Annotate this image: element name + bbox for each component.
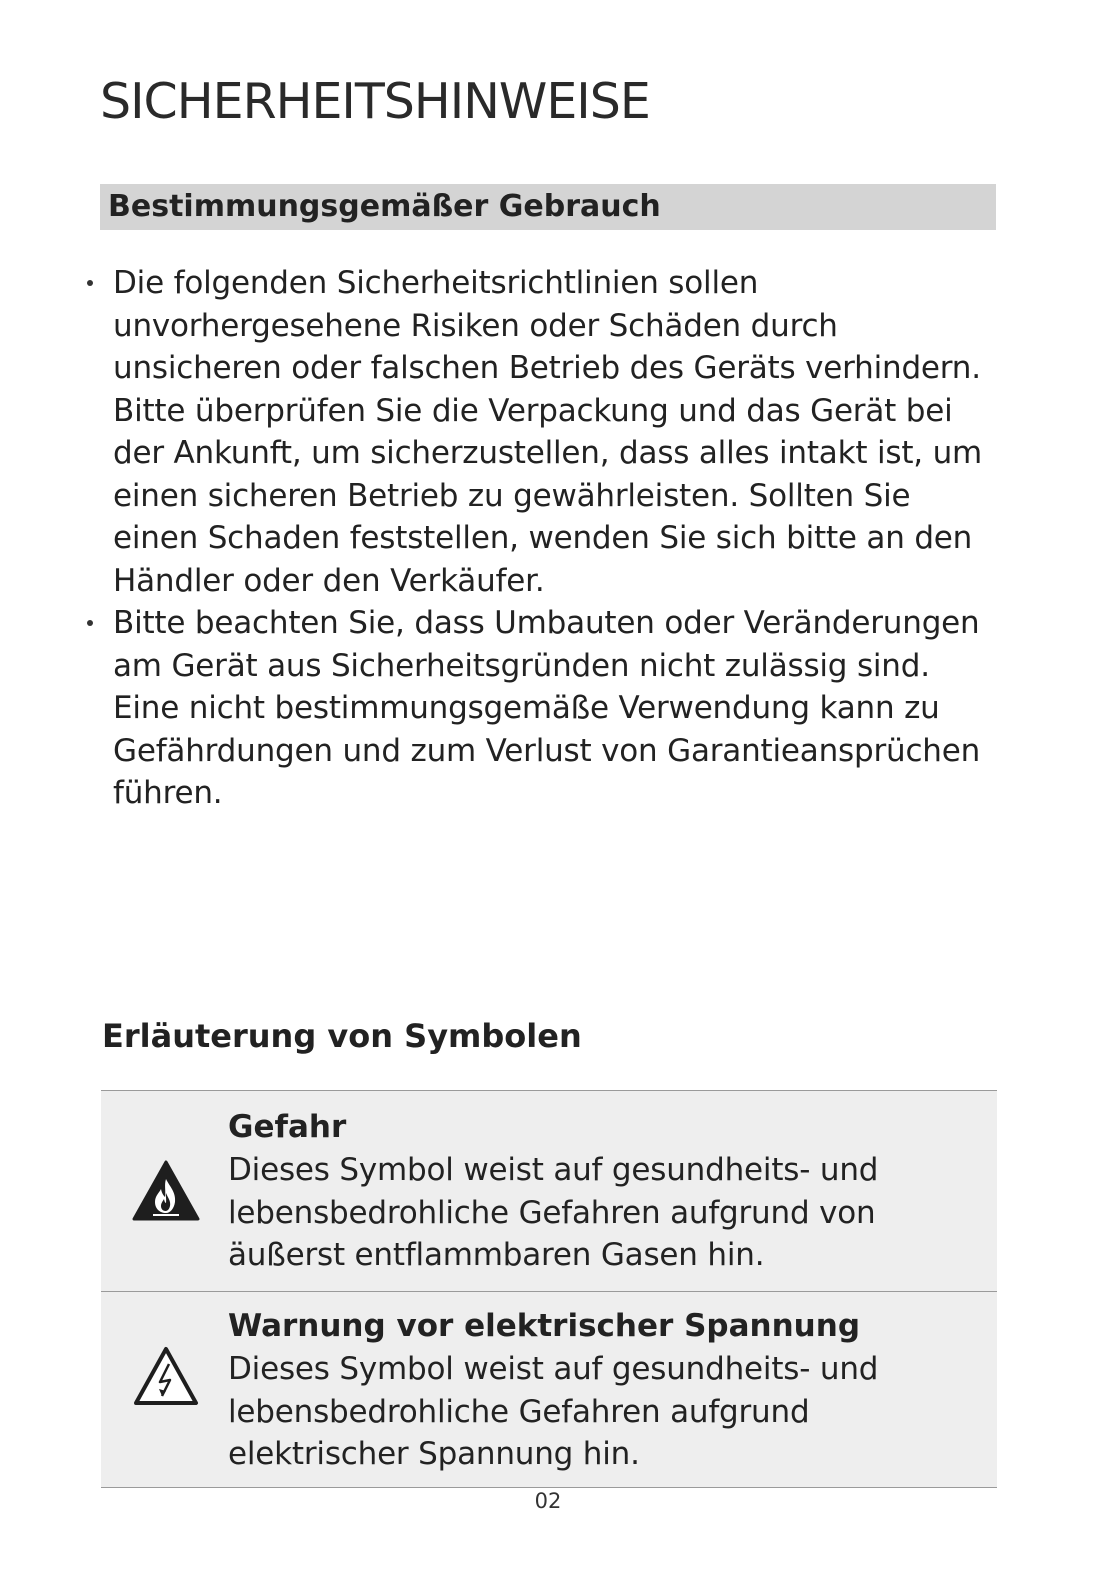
electric-voltage-warning-icon <box>131 1344 201 1408</box>
page-title: SICHERHEITSHINWEISE <box>100 73 650 130</box>
symbol-row-danger <box>101 1091 997 1292</box>
symbol-description: Dieses Symbol weist auf gesundheits- und lebensbedrohliche Gefahren aufgrund von äußerst entflammbaren Gasen hin. <box>228 1152 879 1273</box>
list-item <box>84 262 1000 602</box>
symbol-title: Warnung vor elektrischer Spannung <box>228 1308 861 1344</box>
safety-bullet-list <box>84 262 1000 815</box>
bullet-icon <box>87 620 93 626</box>
symbol-text <box>228 1304 978 1476</box>
symbols-heading: Erläuterung von Symbolen <box>102 1017 582 1055</box>
flammable-warning-icon <box>131 1159 201 1223</box>
bullet-icon <box>87 280 93 286</box>
list-item <box>84 602 1000 815</box>
bullet-text: Die folgenden Sicherheitsrichtlinien sollen unvorhergesehene Risiken oder Schäden durch unsicheren oder falschen Betrieb des Geräts verhindern. Bitte überprüfen Sie die Verpackung und das Gerät bei der Ankunft, um sicherzustellen, dass alles intakt ist, um einen sicheren Betrieb zu gewährleisten. Sollten Sie einen Schaden feststellen, wenden Sie sich bitte an den Händler oder den Verkäufer. <box>113 265 983 599</box>
symbol-text <box>228 1105 978 1277</box>
symbol-row-electric <box>101 1292 997 1487</box>
bullet-text: Bitte beachten Sie, dass Umbauten oder Veränderungen am Gerät aus Sicherheitsgründen nicht zulässig sind. Eine nicht bestimmungsgemäße Verwendung kann zu Gefährdungen und zum Verlust von Garantieansprüchen führen. <box>113 605 981 811</box>
symbols-table <box>101 1090 997 1488</box>
symbol-title: Gefahr <box>228 1109 347 1145</box>
page-number: 02 <box>534 1489 562 1513</box>
section-header-intended-use <box>100 184 996 230</box>
symbol-description: Dieses Symbol weist auf gesundheits- und lebensbedrohliche Gefahren aufgrund elektrischer Spannung hin. <box>228 1351 879 1472</box>
section-heading: Bestimmungsgemäßer Gebrauch <box>108 189 661 224</box>
